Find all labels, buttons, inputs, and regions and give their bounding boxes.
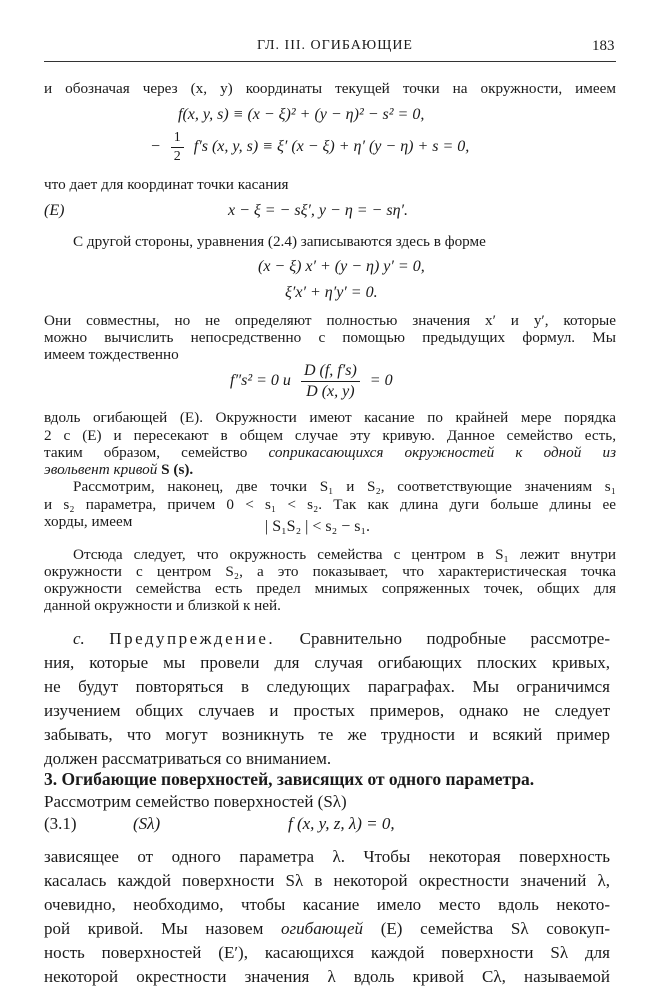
jacobian-fraction bbox=[301, 362, 360, 401]
text-line: ность поверхностей (E′), касающихся каждой поверхности Sλ для bbox=[44, 943, 610, 962]
text-line: и s₂ параметра, причем 0 < s₁ < s₂. Так как длина дуги больше длины ее bbox=[44, 496, 616, 513]
text-line: окружности семейства есть предел мнимых сопряженных точек, общих для bbox=[44, 580, 616, 597]
formula-envelope: x − ξ = − sξ′, y − η = − sη′. bbox=[228, 202, 409, 219]
text-line bbox=[44, 461, 193, 479]
text-line: должен рассматриваться со вниманием. bbox=[44, 749, 332, 768]
text-line: данной окружности и близкой к ней. bbox=[44, 597, 281, 614]
text-line: Рассмотрим семейство поверхностей (Sλ) bbox=[44, 792, 347, 811]
minus-sign: − bbox=[150, 138, 161, 156]
equation-number: (3.1) bbox=[44, 814, 77, 833]
formula-f: f(x, y, s) ≡ (x − ξ)² + (y − η)² − s² = 0, bbox=[178, 106, 425, 123]
page-number: 183 bbox=[592, 38, 615, 54]
second-derivative: f″s² = 0 и bbox=[230, 372, 291, 390]
bold-symbol: S (s). bbox=[161, 461, 194, 478]
text-line: касалась каждой поверхности Sλ в некоторой окрестности значений λ, bbox=[44, 871, 610, 890]
header-rule bbox=[44, 61, 616, 62]
fraction-numerator: 1 bbox=[171, 130, 184, 148]
text-line: забывать, что могут возникнуть те же трудности и всякий пример bbox=[44, 725, 610, 744]
text-line: зависящее от одного параметра λ. Чтобы некоторая поверхность bbox=[44, 847, 610, 866]
fraction-denominator: 2 bbox=[173, 149, 181, 164]
warning-line bbox=[73, 628, 610, 650]
text-line: окружности с центром S₂, а это показывает, что характеристическая точка bbox=[44, 563, 616, 580]
jacobian-denominator: D (x, y) bbox=[306, 383, 355, 400]
jacobian-numerator: D (f, f′s) bbox=[301, 362, 360, 382]
equation-formula: f (x, y, z, λ) = 0, bbox=[288, 814, 395, 833]
italic-term: эвольвент кривой bbox=[44, 461, 158, 478]
item-letter: c. bbox=[73, 629, 85, 648]
text-line: Они совместны, но не определяют полностью значения x′ и y′, которые bbox=[44, 312, 616, 329]
italic-term: огибающей bbox=[281, 919, 364, 938]
text-line bbox=[44, 444, 616, 462]
equation-family: (Sλ) bbox=[133, 814, 161, 833]
text-line: что дает для координат точки касания bbox=[44, 176, 289, 193]
spaced-heading: Предупреждение. bbox=[109, 629, 276, 648]
equals-zero: = 0 bbox=[369, 372, 393, 390]
running-header-title: ГЛ. III. ОГИБАЮЩИЕ bbox=[257, 38, 413, 53]
formula-identity bbox=[230, 362, 393, 401]
formula-system-1: (x − ξ) x′ + (y − η) y′ = 0, bbox=[258, 258, 425, 275]
text-span: (E) семейства Sλ совокуп- bbox=[380, 919, 610, 938]
equation-label: (E) bbox=[44, 202, 65, 219]
text-line: очевидно, необходимо, чтобы касание имело место вдоль некото- bbox=[44, 895, 610, 914]
text-line: Отсюда следует, что окружность семейства с центром в S₁ лежит внутри bbox=[73, 546, 616, 563]
italic-term: соприкасающихся окружностей к одной из bbox=[268, 444, 616, 461]
text-line: С другой стороны, уравнения (2.4) записываются здесь в форме bbox=[73, 233, 486, 250]
text-line: 2 с (E) и пересекают в общем случае эту кривую. Данное семейство есть, bbox=[44, 427, 616, 444]
text-line: хорды, имеем bbox=[44, 513, 133, 530]
text-line: имеем тождественно bbox=[44, 346, 179, 363]
text-span: рой кривой. Мы назовем bbox=[44, 919, 264, 938]
text-line: не будут повторяться в следующих параграфах. Мы ограничимся bbox=[44, 677, 610, 696]
text-line: вдоль огибающей (E). Окружности имеют касание по крайней мере порядка bbox=[44, 409, 616, 426]
derivative-body: f′s (x, y, s) ≡ ξ′ (x − ξ) + η′ (y − η) + s = 0, bbox=[193, 138, 470, 156]
text-line: Рассмотрим, наконец, две точки S₁ и S₂, соответствующие значениям s₁ bbox=[73, 478, 616, 495]
text-line bbox=[44, 918, 610, 940]
text-line: изучением общих случаев и простых примеров, однако не следует bbox=[44, 701, 610, 720]
formula-derivative bbox=[150, 130, 469, 165]
section-heading: 3. Огибающие поверхностей, зависящих от одного параметра. bbox=[44, 769, 535, 789]
text-line: ния, которые мы провели для случая огибающих плоских кривых, bbox=[44, 653, 610, 672]
formula-system-2: ξ′x′ + η′y′ = 0. bbox=[285, 284, 378, 301]
text-line: и обозначая через (x, y) координаты текущей точки на окружности, имеем bbox=[44, 80, 616, 97]
formula-chord: | S₁S₂ | < s₂ − s₁. bbox=[265, 518, 371, 535]
text-line: можно вычислить непосредственно с помощью предыдущих формул. Мы bbox=[44, 329, 616, 346]
text-span: Сравнительно подробные рассмотре- bbox=[299, 629, 611, 648]
text-span: таким образом, семейство bbox=[44, 444, 248, 461]
text-line: некоторой окрестности значения λ вдоль кривой Cλ, называемой bbox=[44, 967, 610, 986]
fraction-half bbox=[171, 130, 184, 165]
